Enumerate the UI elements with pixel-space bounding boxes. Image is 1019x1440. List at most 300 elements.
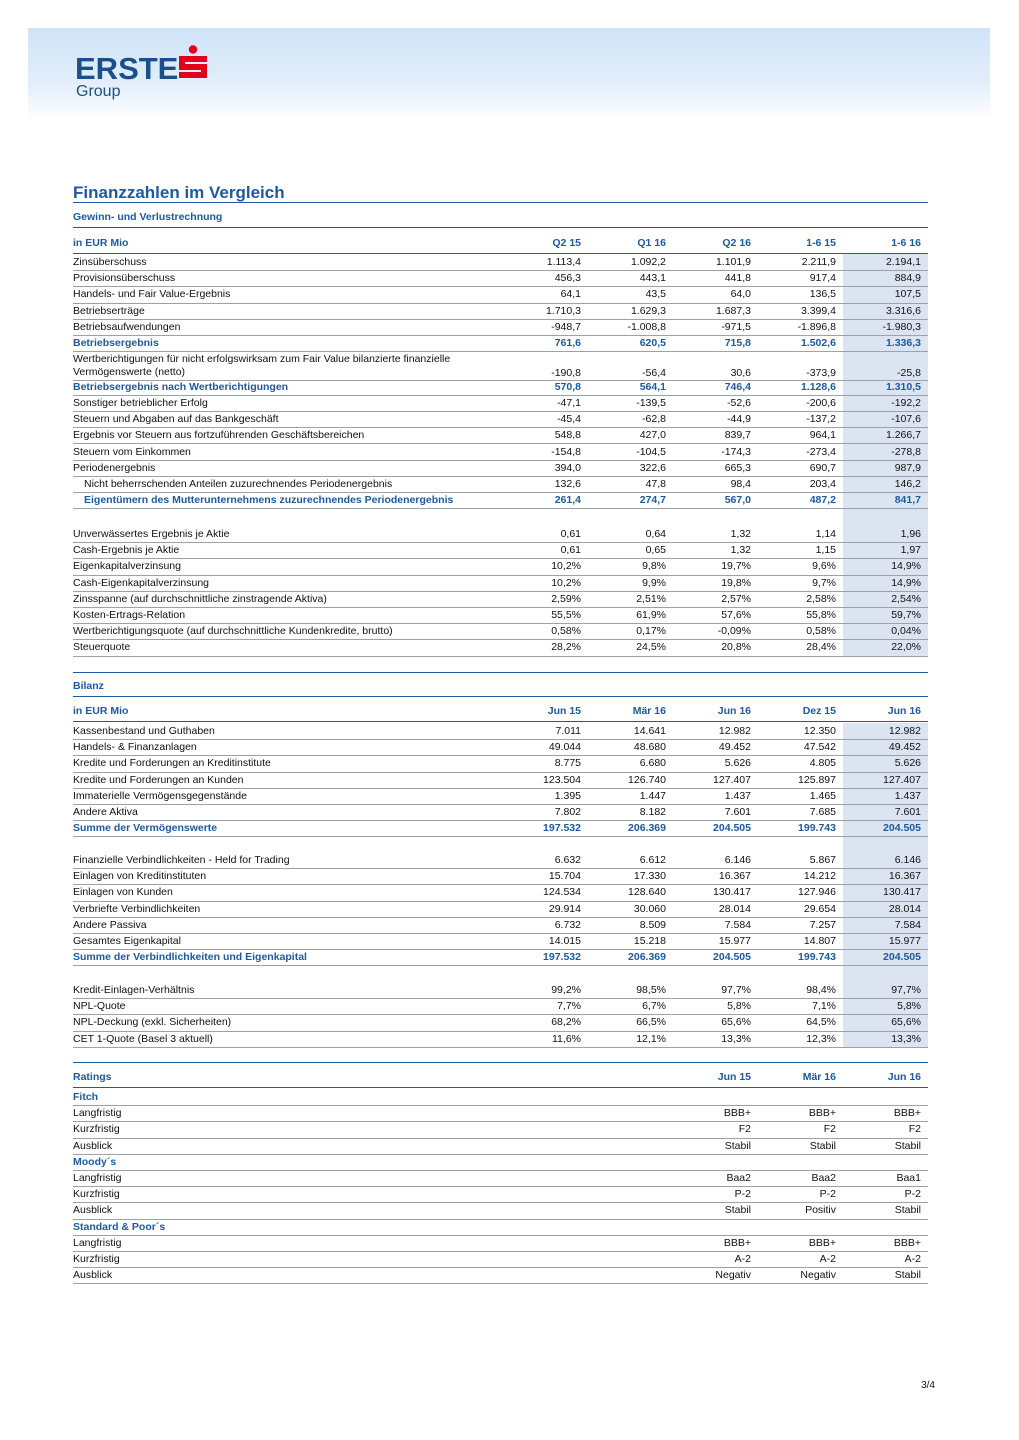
value-cell: 564,1 [639,380,666,393]
value-cell: 1.437 [894,789,921,802]
row-label: Immaterielle Vermögensgegenstände [73,789,247,802]
guv-row [73,395,928,412]
value-cell: 98,4 [730,477,751,490]
row-label: NPL-Deckung (exkl. Sicherheiten) [73,1016,232,1029]
row-label: Steuern vom Einkommen [73,445,191,458]
value-cell: 0,58% [806,625,836,638]
ratio-row [73,998,928,1015]
row-label: Wertberichtigungen für nicht erfolgswirksam zum Fair Value bilanzierte finanzielle Vermögenswerte (netto) [73,352,451,378]
row-label: Andere Passiva [73,918,147,931]
value-cell: 204.505 [883,822,921,835]
value-cell: -174,3 [721,445,751,458]
value-cell: 1,97 [900,544,921,557]
value-cell: 0,65 [645,544,666,557]
row-label: NPL-Quote [73,1000,126,1013]
value-cell: 22,0% [891,641,921,654]
guv-section-title [73,207,928,228]
value-cell: -107,6 [891,413,921,426]
value-cell: 322,6 [639,461,666,474]
value-cell: 394,0 [554,461,581,474]
value-cell: Jun 16 [717,704,751,717]
guv-row [73,270,928,287]
value-cell: 6.680 [639,757,666,770]
value-cell: 7.584 [724,918,751,931]
value-cell: 204.505 [713,822,751,835]
value-cell: 487,2 [809,494,836,507]
value-cell: 6.146 [724,854,751,867]
value-cell: 6.612 [639,854,666,867]
row-label: Langfristig [73,1236,122,1249]
row-label: Eigenkapitalverzinsung [73,560,181,573]
asset-row [73,755,928,772]
value-cell: -971,5 [721,320,751,333]
row-label: Betriebsergebnis nach Wertberichtigungen [73,380,289,393]
value-cell: 987,9 [894,461,921,474]
value-cell: 7.601 [724,806,751,819]
value-cell: 130.417 [883,886,921,899]
row-label: Ergebnis vor Steuern aus fortzuführenden Geschäftsbereichen [73,429,365,442]
value-cell: P-2 [819,1188,836,1201]
guv-row [73,427,928,444]
value-cell: 203,4 [809,477,836,490]
guv-row [73,286,928,303]
value-cell: 274,7 [639,494,666,507]
value-cell: Stabil [809,1139,836,1152]
row-label: Eigentümern des Mutterunternehmens zuzurechnendes Periodenergebnis [84,494,454,507]
value-cell: 6,7% [642,1000,666,1013]
value-cell: -200,6 [806,396,836,409]
value-cell: A-2 [904,1253,921,1266]
value-cell: 715,8 [724,337,751,350]
value-cell: -154,8 [551,445,581,458]
value-cell: 57,6% [721,609,751,622]
liability-row [73,868,928,885]
value-cell: Negativ [715,1269,751,1282]
value-cell: -278,8 [891,445,921,458]
asset-row [73,772,928,789]
value-cell: Stabil [894,1269,921,1282]
row-label: Zinsüberschuss [73,256,147,269]
value-cell: 441,8 [724,272,751,285]
row-label: Ausblick [73,1139,113,1152]
value-cell: Jun 15 [547,704,581,717]
value-cell: -104,5 [636,445,666,458]
value-cell: A-2 [734,1253,751,1266]
value-cell: 13,3% [891,1032,921,1045]
value-cell: 55,5% [551,609,581,622]
rating-agency-title [73,1154,928,1171]
value-cell: Stabil [894,1204,921,1217]
liability-row [73,852,928,869]
value-cell: 1.465 [809,789,836,802]
row-label: Sonstiger betrieblicher Erfolg [73,396,208,409]
value-cell: 7.601 [894,806,921,819]
guv-row [73,319,928,336]
value-cell: 14,9% [891,576,921,589]
value-cell: F2 [738,1123,751,1136]
value-cell: BBB+ [723,1107,751,1120]
value-cell: 2,51% [636,592,666,605]
row-label: Handels- & Finanzanlagen [73,741,197,754]
value-cell: 9,7% [812,576,836,589]
value-cell: 28,4% [806,641,836,654]
value-cell: 59,7% [891,609,921,622]
value-cell: Mär 16 [632,704,666,717]
value-cell: BBB+ [723,1236,751,1249]
value-cell: 7.802 [554,806,581,819]
value-cell: -190,8 [551,366,581,379]
value-cell: 2,59% [551,592,581,605]
value-cell: 29.654 [803,902,836,915]
value-cell: 61,9% [636,609,666,622]
value-cell: 9,6% [812,560,836,573]
row-label: in EUR Mio [73,704,129,717]
value-cell: -1.008,8 [627,320,666,333]
kpi-row [73,639,928,656]
value-cell: 5,8% [727,1000,751,1013]
value-cell: Baa2 [811,1172,836,1185]
kpi-row [73,526,928,543]
title-rule [73,202,928,203]
value-cell: 5.626 [894,757,921,770]
value-cell: 761,6 [554,337,581,350]
value-cell: 0,61 [560,528,581,541]
value-cell: 1.310,5 [885,380,921,393]
rating-agency-title [73,1219,928,1236]
kpi-row [73,591,928,608]
rating-row [73,1267,928,1284]
value-cell: 47.542 [803,741,836,754]
logo-subtitle: Group [76,83,121,100]
kpi-row [73,558,928,575]
value-cell: 199.743 [798,822,836,835]
row-label: Betriebserträge [73,304,145,317]
value-cell: 5.626 [724,757,751,770]
guv-row [73,411,928,428]
value-cell: Q2 15 [552,236,581,249]
value-cell: 1.710,3 [545,304,581,317]
row-label: Kredite und Forderungen an Kreditinstitute [73,757,271,770]
value-cell: F2 [823,1123,836,1136]
value-cell: 127.407 [713,773,751,786]
ratio-row [73,982,928,999]
value-cell: F2 [908,1123,921,1136]
value-cell: 570,8 [554,380,581,393]
value-cell: 49.452 [888,741,921,754]
value-cell: 66,5% [636,1016,666,1029]
kpi-row [73,607,928,624]
row-label: Kurzfristig [73,1253,120,1266]
value-cell: Negativ [800,1269,836,1282]
row-label: Langfristig [73,1107,122,1120]
value-cell: 6.632 [554,854,581,867]
value-cell: Mär 16 [802,1070,836,1083]
value-cell: Stabil [724,1139,751,1152]
value-cell: 206.369 [628,822,666,835]
row-label: Periodenergebnis [73,461,156,474]
row-label: Summe der Verbindlichkeiten und Eigenkapital [73,951,307,964]
value-cell: 5,8% [897,1000,921,1013]
value-cell: 204.505 [883,951,921,964]
value-cell: 126.740 [628,773,666,786]
value-cell: 124.534 [543,886,581,899]
value-cell: Q2 16 [722,236,751,249]
value-cell: 12.982 [718,725,751,738]
row-label: Kurzfristig [73,1188,120,1201]
section-label: Gewinn- und Verlustrechnung [73,211,223,223]
guv-row [73,379,928,396]
rating-row [73,1105,928,1122]
value-cell: 10,2% [551,560,581,573]
rating-row [73,1235,928,1252]
row-label: Kassenbestand und Guthaben [73,725,215,738]
value-cell: 30,6 [730,366,751,379]
value-cell: -56,4 [642,366,666,379]
rating-row [73,1170,928,1187]
value-cell: 14.807 [803,935,836,948]
value-cell: -25,8 [897,366,921,379]
value-cell: 1.502,6 [800,337,836,350]
value-cell: 7.685 [809,806,836,819]
value-cell: 620,5 [639,337,666,350]
guv-row [73,476,928,493]
value-cell: 443,1 [639,272,666,285]
value-cell: 64,1 [560,288,581,301]
rating-row [73,1251,928,1268]
row-label: Unverwässertes Ergebnis je Aktie [73,528,230,541]
value-cell: -45,4 [557,413,581,426]
bilanz-section-title [73,676,928,697]
value-cell: 0,61 [560,544,581,557]
row-label: Wertberichtigungsquote (auf durchschnittliche Kundenkredite, brutto) [73,625,393,638]
bilanz-separator [73,672,928,673]
value-cell: 10,2% [551,576,581,589]
value-cell: 204.505 [713,951,751,964]
value-cell: 0,64 [645,528,666,541]
value-cell: 3.399,4 [800,304,836,317]
value-cell: 65,6% [891,1016,921,1029]
value-cell: 28,2% [551,641,581,654]
guv-row [73,254,928,271]
logo-wordmark: ERSTE [75,51,179,86]
value-cell: BBB+ [808,1236,836,1249]
value-cell: 14.641 [633,725,666,738]
row-label: Ratings [73,1070,112,1083]
value-cell: 55,8% [806,609,836,622]
section-label: Fitch [73,1091,99,1104]
value-cell: 548,8 [554,429,581,442]
value-cell: 8.509 [639,918,666,931]
row-label: CET 1-Quote (Basel 3 aktuell) [73,1032,213,1045]
row-label: Ausblick [73,1269,113,1282]
row-label: in EUR Mio [73,236,129,249]
value-cell: 917,4 [809,272,836,285]
value-cell: 1,32 [730,544,751,557]
value-cell: 841,7 [894,494,921,507]
value-cell: 1.395 [554,789,581,802]
value-cell: 2,57% [721,592,751,605]
value-cell: 14.015 [548,935,581,948]
value-cell: 64,0 [730,288,751,301]
row-label: Einlagen von Kreditinstituten [73,870,207,883]
value-cell: BBB+ [893,1107,921,1120]
value-cell: -1.980,3 [882,320,921,333]
row-label: Zinsspanne (auf durchschnittliche zinstragende Aktiva) [73,592,327,605]
liability-row [73,933,928,950]
rating-row [73,1138,928,1155]
value-cell: 1,96 [900,528,921,541]
value-cell: 0,17% [636,625,666,638]
value-cell: 15.977 [888,935,921,948]
section-label: Moody´s [73,1155,117,1168]
value-cell: Jun 16 [887,1070,921,1083]
value-cell: P-2 [904,1188,921,1201]
row-label: Verbriefte Verbindlichkeiten [73,902,201,915]
value-cell: 13,3% [721,1032,751,1045]
row-label: Handels- und Fair Value-Ergebnis [73,288,231,301]
value-cell: 130.417 [713,886,751,899]
value-cell: 28.014 [718,902,751,915]
value-cell: 567,0 [724,494,751,507]
value-cell: 0,04% [891,625,921,638]
value-cell: 29.914 [548,902,581,915]
value-cell: 49.452 [718,741,751,754]
value-cell: 5.867 [809,854,836,867]
value-cell: 2.194,1 [885,256,921,269]
value-cell: 12.982 [888,725,921,738]
value-cell: 127.407 [883,773,921,786]
value-cell: 1.266,7 [885,429,921,442]
asset-row [73,804,928,821]
value-cell: 24,5% [636,641,666,654]
row-label: Finanzielle Verbindlichkeiten - Held for Trading [73,854,290,867]
value-cell: 132,6 [554,477,581,490]
row-label: Summe der Vermögenswerte [73,822,218,835]
kpi-row [73,542,928,559]
rating-agency-title [73,1089,928,1106]
value-cell: 12,3% [806,1032,836,1045]
value-cell: -44,9 [727,413,751,426]
guv-row [73,351,928,381]
value-cell: 964,1 [809,429,836,442]
value-cell: 746,4 [724,380,751,393]
value-cell: 9,9% [642,576,666,589]
value-cell: Baa2 [726,1172,751,1185]
value-cell: -1.896,8 [797,320,836,333]
value-cell: 7.584 [894,918,921,931]
value-cell: 47,8 [645,477,666,490]
value-cell: 1.437 [724,789,751,802]
value-cell: 665,3 [724,461,751,474]
liability-row [73,884,928,901]
value-cell: 12.350 [803,725,836,738]
value-cell: -139,5 [636,396,666,409]
liability-row [73,917,928,934]
asset-row [73,820,928,837]
value-cell: -52,6 [727,396,751,409]
asset-row [73,788,928,805]
value-cell: Jun 15 [717,1070,751,1083]
value-cell: 125.897 [798,773,836,786]
rating-row [73,1186,928,1203]
row-label: Ausblick [73,1204,113,1217]
row-label: Einlagen von Kunden [73,886,173,899]
value-cell: 30.060 [633,902,666,915]
value-cell: 1.101,9 [715,256,751,269]
value-cell: -192,2 [891,396,921,409]
value-cell: 16.367 [888,870,921,883]
value-cell: 98,4% [806,984,836,997]
value-cell: 197.532 [543,822,581,835]
value-cell: -273,4 [806,445,836,458]
value-cell: 7,1% [812,1000,836,1013]
liability-row [73,949,928,966]
row-label: Kredite und Forderungen an Kunden [73,773,244,786]
value-cell: 123.504 [543,773,581,786]
value-cell: 1,14 [815,528,836,541]
guv-row [73,335,928,352]
value-cell: 1.336,3 [885,337,921,350]
row-label: Langfristig [73,1172,122,1185]
guv-header-row [73,232,928,254]
value-cell: Q1 16 [637,236,666,249]
value-cell: Baa1 [896,1172,921,1185]
row-label: Gesamtes Eigenkapital [73,935,181,948]
value-cell: BBB+ [893,1236,921,1249]
value-cell: 6.732 [554,918,581,931]
value-cell: 261,4 [554,494,581,507]
value-cell: 15.977 [718,935,751,948]
value-cell: 128.640 [628,886,666,899]
value-cell: 0,58% [551,625,581,638]
value-cell: 14.212 [803,870,836,883]
value-cell: 12,1% [636,1032,666,1045]
value-cell: 456,3 [554,272,581,285]
value-cell: 1-6 16 [891,236,921,249]
value-cell: A-2 [819,1253,836,1266]
value-cell: 97,7% [721,984,751,997]
value-cell: 2,54% [891,592,921,605]
value-cell: 20,8% [721,641,751,654]
value-cell: 16.367 [718,870,751,883]
rating-row [73,1121,928,1138]
ratings-header-row [73,1066,928,1088]
row-label: Cash-Ergebnis je Aktie [73,544,180,557]
page-title: Finanzzahlen im Vergleich [73,183,285,202]
value-cell: 197.532 [543,951,581,964]
value-cell: 68,2% [551,1016,581,1029]
value-cell: 6.146 [894,854,921,867]
row-label: Steuerquote [73,641,131,654]
guv-row [73,492,928,509]
row-label: Andere Aktiva [73,806,138,819]
value-cell: Stabil [724,1204,751,1217]
value-cell: 19,8% [721,576,751,589]
value-cell: 43,5 [645,288,666,301]
liability-row [73,901,928,918]
value-cell: 11,6% [552,1032,581,1045]
value-cell: 146,2 [894,477,921,490]
value-cell: 65,6% [721,1016,751,1029]
row-label: Kredit-Einlagen-Verhältnis [73,984,195,997]
value-cell: 690,7 [809,461,836,474]
value-cell: P-2 [734,1188,751,1201]
value-cell: 1.629,3 [630,304,666,317]
row-label: Kosten-Ertrags-Relation [73,609,186,622]
guv-row [73,460,928,477]
guv-row [73,303,928,320]
value-cell: 107,5 [894,288,921,301]
